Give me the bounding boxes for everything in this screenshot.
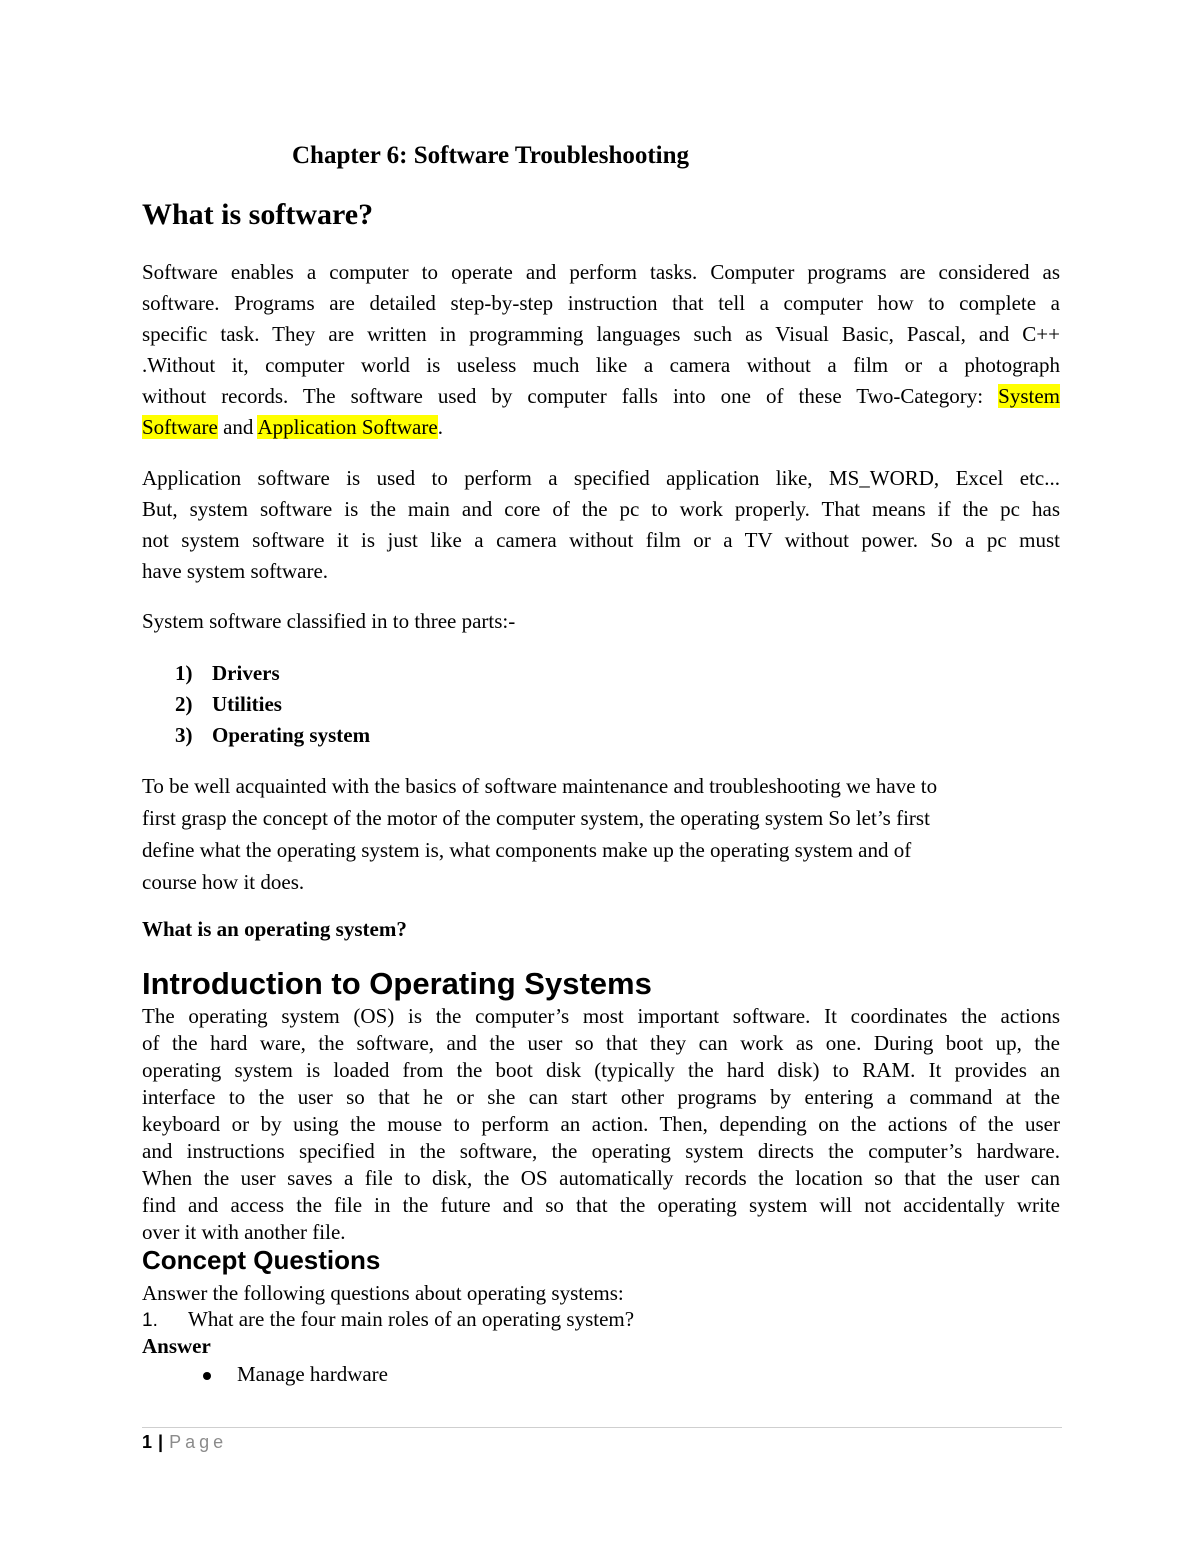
paragraph-line: But, system software is the main and core of the pc to work properly. That means if the pc has — [142, 497, 1060, 521]
paragraph-text: and — [217, 415, 258, 439]
question-text: What are the four main roles of an operating system? — [188, 1307, 635, 1331]
paragraph-line: .Without it, computer world is useless much like a camera without a film or a photograph — [142, 353, 1060, 377]
page-label: Page — [169, 1432, 228, 1452]
list-label: Drivers — [212, 661, 280, 685]
paragraph-line: have system software. — [142, 559, 329, 583]
answer-bullet-item — [203, 1362, 388, 1387]
paragraph-line: When the user saves a file to disk, the OS automatically records the location so that the user can — [142, 1166, 1060, 1190]
paragraph-line: not system software it is just like a camera without film or a TV without power. So a pc must — [142, 528, 1060, 552]
page-footer — [142, 1432, 227, 1453]
highlight-software: Software — [142, 415, 218, 439]
bullet-icon — [203, 1372, 211, 1380]
paragraph-line: first grasp the concept of the motor of the computer system, the operating system So let’s first — [142, 806, 930, 830]
paragraph-line: software. Programs are detailed step-by-step instruction that tell a computer how to complete a — [142, 291, 1060, 315]
paragraph-line: The operating system (OS) is the computer’s most important software. It coordinates the actions — [142, 1004, 1060, 1028]
paragraph-line: Application software is used to perform a specified application like, MS_WORD, Excel etc... — [142, 466, 1060, 490]
paragraph-line: keyboard or by using the mouse to perform an action. Then, depending on the actions of the user — [142, 1112, 1060, 1136]
answer-label: Answer — [142, 1334, 211, 1358]
heading-what-is-software: What is software? — [142, 198, 374, 231]
paragraph-line: To be well acquainted with the basics of software maintenance and troubleshooting we have to — [142, 774, 938, 798]
paragraph-text: without records. The software used by computer falls into one of these Two-Category: — [142, 384, 984, 408]
list-item — [175, 723, 370, 748]
list-number: 1) — [175, 661, 193, 685]
paragraph-line: Software enables a computer to operate and perform tasks. Computer programs are considered as — [142, 260, 1060, 284]
paragraph-os-intro — [142, 1003, 1060, 1246]
paragraph-line: over it with another file. — [142, 1220, 346, 1244]
highlight-application-software: Application Software — [257, 415, 438, 439]
paragraph-line — [142, 381, 1060, 412]
paragraph-line: operating system is loaded from the boot disk (typically the hard disk) to RAM. It provides an — [142, 1058, 1060, 1082]
footer-separator: | — [158, 1432, 164, 1452]
question-what-is-os: What is an operating system? — [142, 917, 407, 941]
chapter-title: Chapter 6: Software Troubleshooting — [292, 142, 690, 169]
paragraph-line: and instructions specified in the software, the operating system directs the computer’s hardware. — [142, 1139, 1060, 1163]
system-software-classified: System software classified in to three parts:- — [142, 609, 516, 633]
highlight-system: System — [998, 384, 1061, 408]
paragraph-line: course how it does. — [142, 870, 305, 894]
page-number: 1 — [142, 1432, 153, 1452]
paragraph-line: find and access the file in the future and so that the operating system will not accidentally write — [142, 1193, 1060, 1217]
list-number: 3) — [175, 723, 193, 747]
answer-bullet-text: Manage hardware — [237, 1362, 388, 1386]
paragraph-application-software — [142, 463, 1060, 587]
list-label: Utilities — [212, 692, 282, 716]
paragraph-line: of the hard ware, the software, and the user so that they can work as one. During boot up, the — [142, 1031, 1060, 1055]
paragraph-line: interface to the user so that he or she can start other programs by entering a command at the — [142, 1085, 1060, 1109]
question-item — [142, 1307, 634, 1332]
heading-introduction-os: Introduction to Operating Systems — [142, 966, 652, 1001]
paragraph-line: define what the operating system is, what components make up the operating system and of — [142, 838, 912, 862]
footer-divider — [142, 1427, 1062, 1428]
list-item — [175, 692, 282, 717]
list-item — [175, 661, 280, 686]
paragraph-text: . — [437, 415, 443, 439]
heading-concept-questions: Concept Questions — [142, 1245, 381, 1275]
list-number: 2) — [175, 692, 193, 716]
concept-intro-text: Answer the following questions about operating systems: — [142, 1281, 624, 1305]
paragraph-line — [142, 412, 1060, 443]
paragraph-line: specific task. They are written in programming languages such as Visual Basic, Pascal, and C++ — [142, 322, 1060, 346]
list-label: Operating system — [212, 723, 371, 747]
paragraph-maintenance — [142, 770, 1042, 898]
paragraph-software-intro — [142, 257, 1060, 443]
question-number: 1. — [142, 1310, 158, 1331]
